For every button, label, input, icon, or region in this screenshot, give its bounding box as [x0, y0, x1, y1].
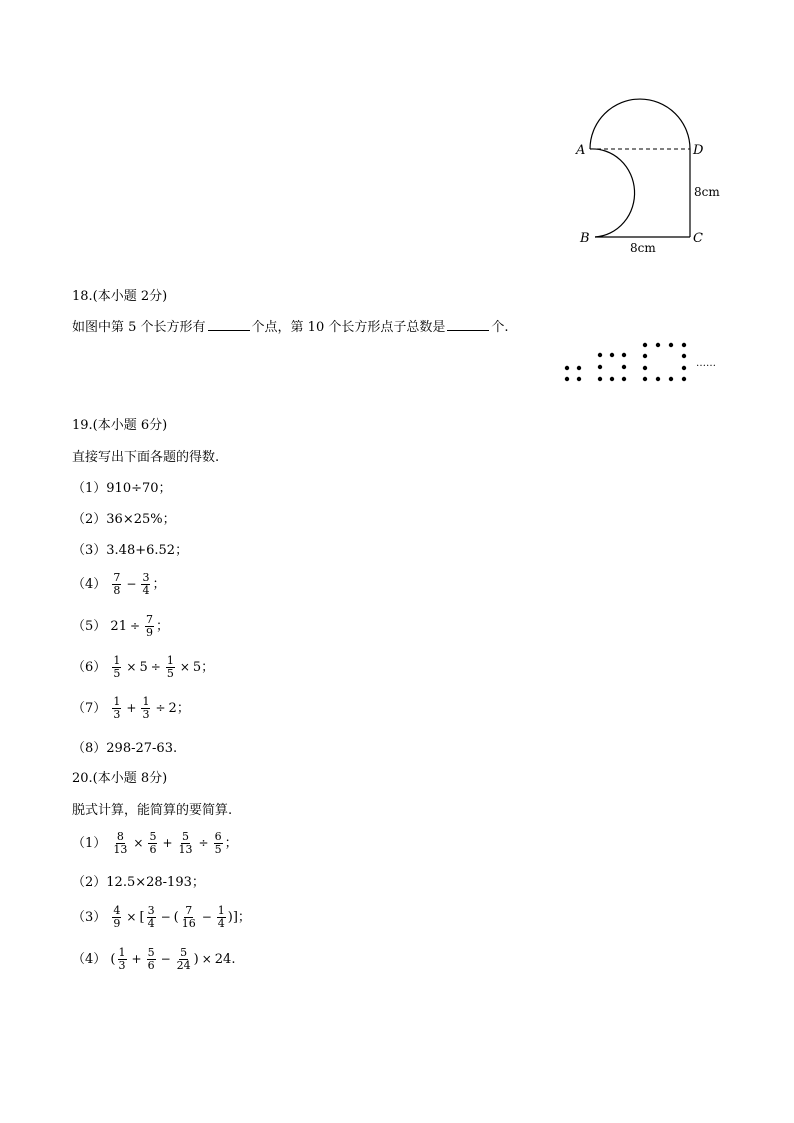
label-a: A [576, 143, 586, 158]
item-number: （7） [72, 701, 107, 716]
fraction: $\frac{7}{9}$ [146, 613, 154, 639]
q19-item-4: （4） $\frac{7}{8}$ − $\frac{3}{4}$ ； [72, 571, 166, 597]
fraction: $\frac{1}{5}$ [113, 654, 121, 680]
q20-item-1: （1） $\frac{8}{13}$ × $\frac{5}{6}$ + $\frac{5}{13}$ ÷ $\frac{6}{5}$ ； [72, 830, 238, 856]
item-number: （1） [72, 481, 107, 496]
q19-item-8 [72, 740, 177, 758]
inner-semicircle [590, 149, 635, 237]
item-expression: 12.5×28-193； [106, 875, 205, 890]
q20-item-4: （4） ( $\frac{1}{3}$ + $\frac{5}{6}$ − $\frac{5}{24}$ ) × 24. [72, 946, 236, 972]
geometry-figure [570, 92, 730, 257]
q18-text-1: 如图中第 5 个长方形有 [72, 320, 206, 335]
label-b: B [580, 231, 590, 246]
length-bc: 8cm [630, 241, 656, 255]
fraction: $\frac{8}{13}$ [113, 830, 128, 856]
q19-instruction: 直接写出下面各题的得数. [72, 450, 220, 465]
fraction: $\frac{1}{3}$ [113, 695, 121, 721]
fraction: $\frac{5}{6}$ [147, 946, 155, 972]
item-number: （3） [72, 910, 107, 925]
q19-item-6: （6） $\frac{1}{5}$ × 5 ÷ $\frac{1}{5}$ × 5； [72, 654, 215, 680]
dot-rect-1 [565, 366, 581, 381]
dot-rect-3 [643, 343, 686, 381]
dots-ellipsis: …… [696, 358, 716, 369]
q19-item-7: （7） $\frac{1}{3}$ + $\frac{1}{3}$ ÷ 2； [72, 695, 190, 721]
label-c: C [693, 231, 703, 246]
item-expression: 910÷70； [106, 481, 172, 496]
label-d: D [693, 143, 704, 158]
q19-item-1 [72, 480, 172, 498]
q20-instruction: 脱式计算，能简算的要简算. [72, 803, 233, 818]
q20-header: 20.(本小题 8分) [72, 771, 168, 786]
item-number: （1） [72, 836, 107, 851]
q20-item-2 [72, 874, 205, 892]
length-dc: 8cm [694, 185, 720, 199]
fraction: $\frac{5}{13}$ [178, 830, 193, 856]
top-semicircle [590, 99, 690, 149]
fraction: $\frac{3}{4}$ [147, 904, 155, 930]
q18-text-3: 个. [491, 320, 509, 335]
q18-text-2: 个点，第 10 个长方形点子总数是 [251, 320, 446, 335]
fraction: $\frac{1}{3}$ [142, 695, 150, 721]
answer-blank-2[interactable] [447, 318, 489, 331]
q19-item-5: （5） 21 ÷ $\frac{7}{9}$ ； [72, 613, 170, 639]
fraction: $\frac{6}{5}$ [214, 830, 222, 856]
dot-rect-2 [598, 353, 626, 381]
q18-header: 18.(本小题 2分) [72, 289, 168, 304]
fraction: $\frac{4}{9}$ [113, 904, 121, 930]
item-number: （6） [72, 660, 107, 675]
item-number: （2） [72, 512, 107, 527]
fraction: $\frac{7}{16}$ [181, 904, 196, 930]
fraction: $\frac{5}{24}$ [176, 946, 191, 972]
fraction: $\frac{1}{4}$ [217, 904, 225, 930]
fraction: $\frac{1}{5}$ [166, 654, 174, 680]
item-number: （2） [72, 875, 107, 890]
q20-item-3: （3） $\frac{4}{9}$ × [ $\frac{3}{4}$ − ( $\frac{7}{16}$ − $\frac{1}{4}$ )]； [72, 904, 251, 930]
item-number: （4） [72, 952, 107, 967]
fraction: $\frac{1}{3}$ [118, 946, 126, 972]
q19-item-3 [72, 542, 188, 560]
fraction: $\frac{5}{6}$ [149, 830, 157, 856]
item-expression: 298-27-63. [106, 741, 178, 756]
item-number: （4） [72, 577, 107, 592]
dot-pattern [560, 340, 730, 386]
q19-header: 19.(本小题 6分) [72, 418, 168, 433]
item-expression: 3.48+6.52； [106, 543, 189, 558]
fraction: $\frac{3}{4}$ [142, 571, 150, 597]
item-number: （5） [72, 619, 107, 634]
item-expression: 36×25%； [106, 512, 176, 527]
fraction: $\frac{7}{8}$ [113, 571, 121, 597]
item-number: （8） [72, 741, 107, 756]
q18-text [72, 318, 509, 337]
q19-item-2 [72, 511, 176, 529]
item-number: （3） [72, 543, 107, 558]
answer-blank-1[interactable] [208, 318, 250, 331]
